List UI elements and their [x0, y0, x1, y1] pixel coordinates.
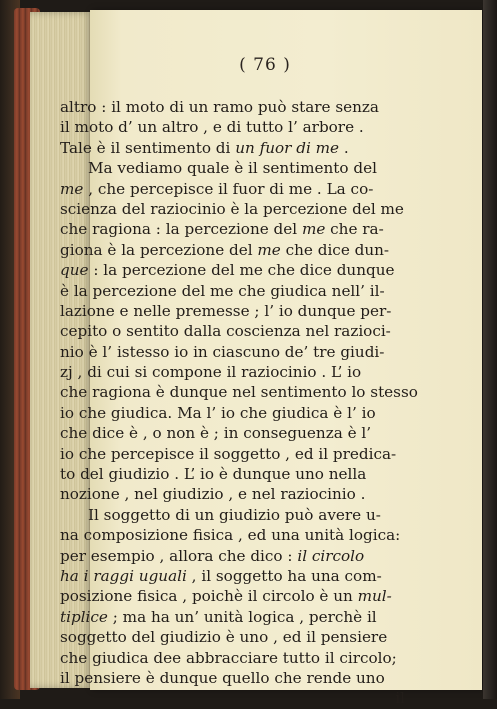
text-line: io che percepisce il soggetto , ed il predica-	[60, 444, 397, 463]
text-line: che giudica dee abbracciare tutto il circolo;	[60, 648, 397, 667]
italic-run: que	[60, 261, 89, 280]
text-run: Tale è il sentimento di	[60, 138, 236, 157]
italic-run: un fuor di me	[235, 138, 340, 157]
italic-run: me	[257, 240, 281, 259]
italic-run: me	[60, 179, 84, 198]
italic-run: me	[301, 220, 326, 239]
text-line: nozione , nel giudizio , e nel raziocinio .	[60, 485, 366, 504]
italic-run: tiplice	[60, 607, 108, 626]
text-line	[60, 586, 460, 606]
text-line	[60, 138, 460, 158]
text-line: soggetto del giudizio è uno , ed il pensiere	[60, 628, 388, 647]
italic-run: mul-	[357, 587, 392, 606]
text-line: na composizione fisica , ed una unità logica:	[60, 526, 401, 545]
text-run: che ragiona : la percezione del	[60, 220, 302, 239]
text-line: lazione e nelle premesse ; l’ io dunque per-	[60, 301, 392, 320]
text-run: , che percepisce il fuor di me . La co-	[83, 179, 374, 198]
italic-run: il circolo	[297, 546, 365, 565]
text-run: posizione fisica , poichè il circolo è un	[60, 587, 358, 606]
text-line: to del giudizio . L’ io è dunque uno nella	[60, 465, 367, 484]
text-line: altro : il moto di un ramo può stare senza	[60, 98, 379, 116]
text-line: Ma vediamo quale è il sentimento del	[88, 159, 377, 178]
text-line: che dice è , o non è ; in conseguenza è l’	[60, 424, 372, 443]
text-run: ; ma ha un’ unità logica , perchè il	[107, 607, 377, 626]
text-line	[60, 607, 460, 627]
text-line	[60, 179, 460, 199]
text-line: il	[395, 689, 405, 708]
text-line	[60, 219, 460, 239]
text-run: .	[339, 138, 349, 157]
text-line	[60, 240, 460, 260]
text-run: giona è la percezione del	[60, 240, 258, 259]
text-line	[60, 566, 460, 586]
text-line	[60, 546, 460, 566]
text-line: scienza del raziocinio è la percezione del me	[60, 199, 404, 218]
text-line: il moto d’ un altro , e di tutto l’ arbore .	[60, 118, 364, 137]
text-line: nio è l’ istesso io in ciascuno de’ tre giudi-	[60, 342, 385, 361]
text-line: zj , di cui si compone il raziocinio . L’ io	[60, 363, 362, 382]
text-run: : la percezione del me che dice dunque	[88, 261, 395, 280]
page-number: ( 76 )	[239, 55, 291, 75]
text-run: per esempio , allora che dico :	[60, 546, 298, 565]
book-cover-right	[483, 0, 497, 699]
text-line: Il soggetto di un giudizio può avere u-	[88, 505, 381, 524]
text-line: cepito o sentito dalla coscienza nel razioci-	[60, 322, 391, 341]
text-line: io che giudica. Ma l’ io che giudica è l’ io	[60, 403, 376, 422]
page-text	[60, 97, 460, 709]
text-line: è la percezione del me che giudica nell’ il-	[60, 281, 385, 300]
text-line	[60, 260, 460, 280]
text-line: che ragiona è dunque nel sentimento lo stesso	[60, 383, 418, 402]
text-run: che ra-	[325, 220, 384, 239]
text-run: , il soggetto ha una com-	[186, 566, 382, 585]
text-run: che dice dun-	[280, 240, 390, 259]
text-line: il pensiere è dunque quello che rende uno	[60, 668, 385, 687]
italic-run: ha i raggi uguali	[60, 566, 187, 585]
